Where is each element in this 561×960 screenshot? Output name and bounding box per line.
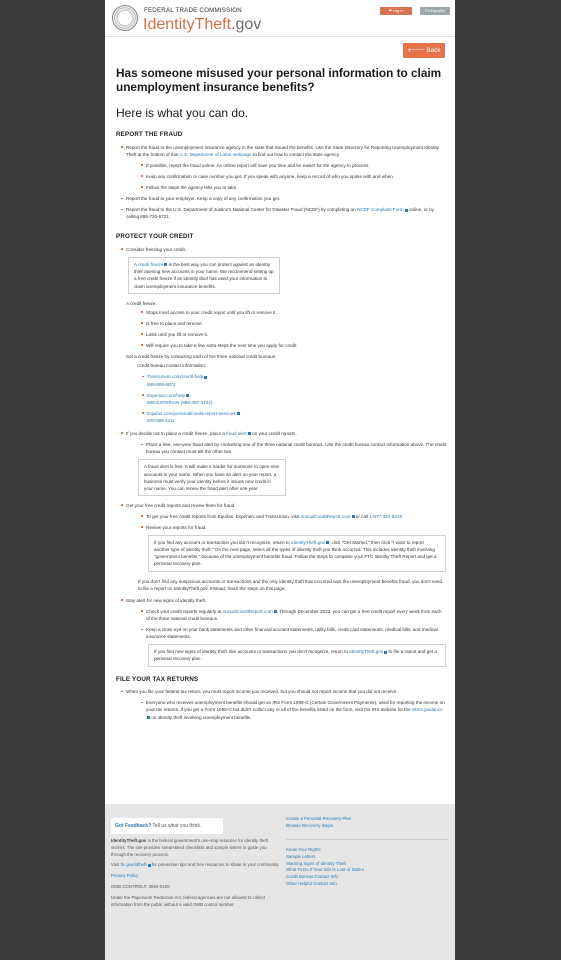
list-item: [116, 206, 446, 220]
text: Report the fraud to the U.S. Department of Justice's National Center for Disaster Fraud (NCDF) by completing an: [126, 207, 357, 213]
feedback-rest: Tell us what you think.: [151, 823, 202, 829]
footer-links-primary: [286, 816, 351, 830]
footer-link[interactable]: What To Do If Your Info Is Lost or Stolen: [286, 867, 365, 873]
about-text: [111, 838, 281, 858]
dol-link[interactable]: U.S. Department of Labor webpage: [179, 151, 252, 157]
identitytheft-link[interactable]: IdentityTheft.gov: [291, 540, 329, 545]
list-item: If possible, report the fraud online. An online report will save you time and be easier for the agency to process.: [136, 162, 446, 169]
footer-links-secondary: [286, 847, 364, 888]
footer-link[interactable]: Other Helpful Contact Info: [286, 881, 337, 887]
language-toggle-button[interactable]: En Español: [420, 7, 450, 15]
credit-list: [116, 246, 446, 666]
footer-link[interactable]: Know Your Rights: [286, 847, 321, 852]
back-label: Back: [426, 47, 441, 54]
section-heading-credit: PROTECT YOUR CREDIT: [116, 233, 194, 241]
list-item: [137, 410, 446, 424]
list-item: [116, 430, 446, 496]
sub-list: [136, 608, 446, 640]
transunion-phone[interactable]: 888-909-8872: [147, 381, 176, 387]
text: .: [402, 513, 404, 519]
list-item: Lasts until you lift or remove it.: [136, 331, 446, 338]
text: for prevention tips and free resources to share in your community.: [150, 862, 280, 868]
list-item: [116, 502, 446, 592]
list-item: Follow the steps the agency tells you to take.: [136, 184, 446, 191]
login-label: Log In: [392, 9, 404, 13]
site-header: [105, 0, 455, 37]
text: Visit: [111, 862, 121, 868]
list-item: Will require you to take a few extra steps the next time you apply for credit.: [136, 342, 446, 349]
ncdf-form-link[interactable]: NCDF Complaint Form: [357, 207, 408, 212]
footer-about: [111, 838, 281, 913]
annual-credit-phone[interactable]: 1-877-322-8228: [369, 513, 403, 519]
footer-link[interactable]: Create a Personal Recovery Plan: [286, 816, 352, 821]
text: A: [134, 262, 139, 268]
text: If you find new signs of identity theft, like accounts or transactions you don't recognize, return to: [154, 649, 350, 655]
footer-link[interactable]: Credit Bureau Contact Info: [286, 874, 338, 880]
list-item: [137, 373, 446, 387]
section-heading-tax: FILE YOUR TAX RETURNS: [116, 675, 199, 683]
text: Everyone who receives unemployment benefits should get an IRS Form 1099-G (Certain Government Payments), used for reporting the income on your tax returns. If you get a Form 1099-G but didn't collect any or all of the benefits listed on the form, visit the IRS website for the: [146, 700, 445, 713]
footer-link[interactable]: Sample Letters: [286, 853, 316, 859]
annual-credit-report-link-2[interactable]: AnnualCreditReport.com: [222, 609, 276, 614]
list-item: [136, 513, 446, 520]
text: If you find any account or transaction you don't recognize, return to: [154, 540, 291, 546]
equifax-link[interactable]: Equifax.com/personal/credit-report-services: [147, 411, 240, 416]
text: To get your free credit reports from Equifax, Experian, and TransUnion, visit: [146, 513, 301, 519]
list-item: Stops most access to your credit report until you lift or remove it.: [136, 309, 446, 316]
text: Stay alert for new signs of identity theft.: [126, 597, 207, 603]
footer-link[interactable]: Browse Recovery Steps: [286, 822, 333, 828]
footer-link[interactable]: Warning Signs of Identity Theft: [286, 860, 346, 866]
main-content: [116, 66, 446, 725]
fraud-alert-link[interactable]: fraud alert: [226, 431, 251, 436]
ftc-seal-logo: [112, 5, 138, 31]
list-item: [137, 392, 446, 406]
arrow-left-icon: 🡐: [407, 47, 427, 54]
list-item: Keep a close eye on your bank statements and other financial account statements, utility bills, credit card statements, medical bills, and medical insurance statements.: [136, 626, 446, 640]
privacy-policy-link[interactable]: Privacy Policy: [111, 873, 139, 879]
transunion-link[interactable]: TransUnion.com/credit-help: [147, 374, 207, 379]
sub-list: [136, 699, 446, 720]
text: , click "Get Started," then click "I want to report another type of identity theft." On the next page, select all the types of identity theft you think occurred. This includes identity theft involving "government benefits," because of the unemployment benefits fraud. Follow the steps to complete your FTC Identity Theft Report and get a personal recovery plan.: [154, 540, 437, 567]
list-item: [136, 699, 446, 720]
section-heading-report: REPORT THE FRAUD: [116, 131, 183, 138]
list-item: [116, 144, 446, 192]
text: Report the fraud to the unemployment insurance agency in the state that issued the benefits. Use the State Directory for Reporting Unemployment Identity Theft at the bottom of this: [126, 144, 440, 157]
irs-guidance-link[interactable]: IRS's guidance: [146, 707, 443, 719]
sub-list: [136, 513, 446, 531]
bureau-lead: Credit bureau contact information:: [137, 363, 207, 369]
list-item: Place a free, one-year fraud alert by contacting one of the three national credit bureaus. Use the credit bureau contact information above. The credit bureau you contact must tell the other two.: [136, 441, 446, 455]
agency-name: FEDERAL TRADE COMMISSION: [144, 7, 242, 14]
text: online, or by calling 866-720-5721.: [126, 207, 434, 220]
identitytheft-link-2[interactable]: IdentityTheft.gov: [349, 649, 387, 654]
credit-freeze-link[interactable]: credit freeze: [138, 262, 167, 267]
text: Get your free credit reports and review them for fraud.: [126, 502, 236, 508]
text: If you decide not to place a credit freeze, place a: [126, 431, 227, 437]
freeze-lead: A credit freeze:: [126, 300, 157, 306]
list-item: [116, 597, 446, 667]
sub-list: [136, 162, 446, 191]
omb-number: OMB CONTROL#: 3084-0169: [111, 884, 170, 890]
text: is the best way you can protect against an identity thief opening new accounts in your name. We recommend setting up a free credit freeze if an identity thief has used your information to claim unemployment insurance benefits.: [134, 262, 274, 289]
report-review-callout: [148, 535, 446, 571]
about-bold: IdentityTheft.gov: [111, 838, 147, 843]
feedback-button[interactable]: [111, 818, 223, 834]
text: When you file your federal tax return, you must report income you received, but you should not report income that you did not receive.: [126, 689, 398, 695]
annual-credit-report-link[interactable]: AnnualCreditReport.com: [300, 514, 354, 519]
text: . Through December 2023, you can get a free credit report every week from each of the three national credit bureaus.: [146, 608, 442, 622]
new-signs-callout: [148, 644, 446, 666]
credit-freeze-callout: [128, 257, 280, 293]
list-item: Keep any confirmation or case number you get. If you speak with anyone, keep a record of who you spoke with and when.: [136, 173, 446, 180]
experian-link[interactable]: Experian.com/help: [147, 393, 189, 398]
text: Check your credit reports regularly at: [146, 608, 223, 614]
feedback-bold: Got Feedback?: [115, 823, 152, 829]
site-logo[interactable]: [143, 13, 261, 38]
list-item: Review your reports for fraud.: [136, 524, 446, 531]
text: on identity theft involving unemployment benefits.: [150, 714, 252, 720]
brand-tld: .gov: [231, 16, 262, 33]
sub-list: [136, 441, 446, 455]
text: is the federal government's one-stop resource for identity theft victims. The site provides streamlined checklists and sample letters to guide you through the recovery process.: [111, 838, 269, 857]
text: to find out how to contact the state agency.: [251, 151, 340, 157]
pra-text: Under the Paperwork Reduction Act, federal agencies are not allowed to collect information from the public without a valid OMB control number.: [111, 894, 266, 907]
list-item: [136, 608, 446, 622]
list-item: [116, 246, 446, 424]
fraud-alert-callout: A fraud alert is free. It will make it harder for someone to open new accounts in your name. When you have an alert on your report, a business must verify your identity before it issues new credit in your name. You can renew the fraud alert after one year.: [138, 459, 286, 495]
site-footer: [105, 804, 455, 960]
freeze-facts-list: [136, 309, 446, 349]
tax-list: [116, 688, 446, 720]
page: [105, 0, 455, 960]
page-subtitle: Here is what you can do.: [116, 106, 249, 120]
text: to file a report and get a personal recovery plan.: [154, 649, 437, 662]
back-button[interactable]: [403, 43, 445, 58]
footer-divider: [286, 839, 448, 840]
ftc-idtheft-link[interactable]: ftc.gov/idtheft: [120, 862, 150, 867]
page-title: Has someone misused your personal information to claim unemployment insurance benefits?: [116, 66, 442, 94]
report-note: If you don't find any suspicious accounts or transactions and the only identity theft that occurred was the unemployment benefits fraud, you don't need to file a report on IdentityTheft.gov. Instead, finish the steps on this page.: [138, 578, 443, 591]
set-freeze-text: Set a credit freeze by contacting each of the three national credit bureaus.: [126, 354, 277, 360]
list-item: [116, 688, 446, 720]
login-button[interactable]: [380, 7, 412, 15]
brand-main: IdentityTheft: [143, 16, 232, 33]
text: or call: [354, 513, 370, 519]
experian-phone[interactable]: 888-EXPERIAN (888-397-3742): [147, 399, 213, 405]
equifax-phone[interactable]: 800-685-1111: [147, 417, 175, 423]
visit-text: [111, 862, 281, 869]
text: Consider freezing your credit.: [126, 247, 187, 253]
bureau-list: [137, 373, 446, 424]
user-icon: ⚑: [388, 9, 393, 13]
list-item: Is free to place and remove.: [136, 320, 446, 327]
text: on your credit reports.: [250, 431, 297, 437]
report-list: [116, 144, 446, 221]
list-item: Report the fraud to your employer. Keep a copy of any confirmation you get.: [116, 195, 446, 202]
